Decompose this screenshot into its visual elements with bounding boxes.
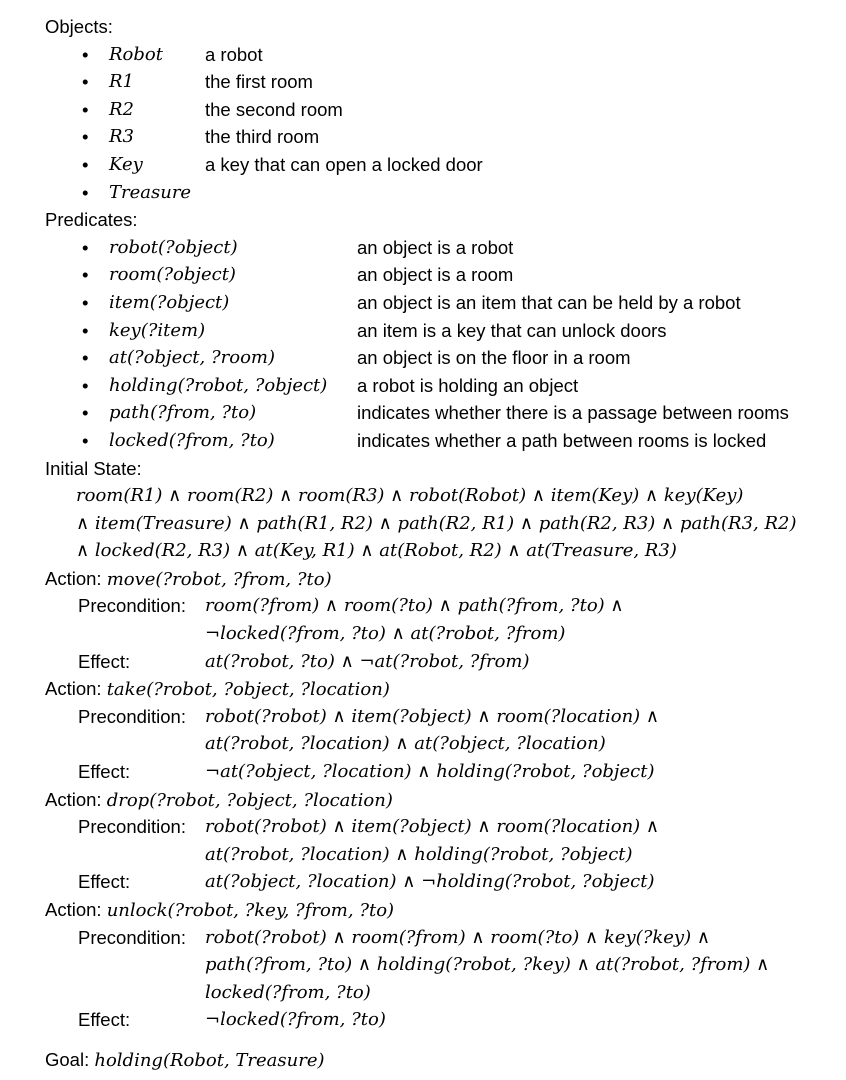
object-item	[45, 179, 840, 207]
predicate-description: a robot is holding an object	[357, 374, 579, 396]
action-signature: take(?robot, ?object, ?location)	[106, 679, 390, 701]
predicate-description: indicates whether a path between rooms is locked	[357, 429, 767, 451]
predicate-description: an item is a key that can unlock doors	[357, 319, 667, 341]
effect-label: Effect:	[78, 650, 131, 672]
predicate-signature: room(?object)	[109, 264, 236, 286]
action-label: Action:	[45, 788, 107, 810]
predicate-signature: key(?item)	[109, 319, 206, 341]
action-heading-move	[45, 565, 840, 593]
object-description: the third room	[205, 126, 320, 148]
object-item	[45, 151, 840, 179]
bullet: •	[82, 43, 89, 65]
predicates-heading: Predicates:	[45, 209, 138, 231]
bullet: •	[82, 319, 89, 341]
predicate-signature: holding(?robot, ?object)	[109, 374, 328, 396]
precondition-expression: locked(?from, ?to)	[205, 981, 371, 1003]
bullet: •	[82, 347, 89, 369]
effect-line	[45, 1006, 840, 1034]
predicate-item	[45, 317, 840, 345]
predicate-item	[45, 344, 840, 372]
precondition-expression: robot(?robot) ∧ item(?object) ∧ room(?location) ∧	[205, 816, 660, 838]
objects-heading: Objects:	[45, 16, 113, 37]
predicate-signature: item(?object)	[109, 291, 230, 313]
bullet: •	[82, 181, 89, 203]
object-description: a key that can open a locked door	[205, 153, 483, 175]
precondition-line	[45, 924, 840, 952]
object-item	[45, 68, 840, 96]
object-name: R1	[109, 71, 135, 93]
precondition-line	[45, 979, 840, 1007]
bullet: •	[82, 264, 89, 286]
precondition-label: Precondition:	[78, 705, 186, 727]
effect-label: Effect:	[78, 761, 131, 783]
object-name: Robot	[109, 43, 163, 65]
action-label: Action:	[45, 899, 107, 920]
object-item	[45, 41, 840, 69]
precondition-line	[45, 951, 840, 979]
precondition-label: Precondition:	[78, 816, 186, 838]
precondition-line	[45, 592, 840, 620]
precondition-line	[45, 813, 840, 841]
predicate-signature: locked(?from, ?to)	[109, 429, 275, 451]
initial-state-heading: Initial State:	[45, 457, 142, 479]
initial-state-line: ∧ item(Treasure) ∧ path(R1, R2) ∧ path(R2, R1) ∧ path(R2, R3) ∧ path(R3, R2)	[76, 512, 797, 534]
precondition-line	[45, 703, 840, 731]
object-description: a robot	[205, 43, 263, 65]
action-heading-unlock	[45, 896, 840, 924]
precondition-expression: at(?robot, ?location) ∧ at(?object, ?location)	[205, 733, 606, 755]
precondition-expression: room(?from) ∧ room(?to) ∧ path(?from, ?to) ∧	[205, 595, 624, 617]
effect-expression: at(?object, ?location) ∧ ¬holding(?robot, ?object)	[205, 871, 655, 893]
bullet: •	[82, 153, 89, 175]
precondition-label: Precondition:	[78, 926, 186, 948]
object-item	[45, 96, 840, 124]
initial-state-line: ∧ locked(R2, R3) ∧ at(Key, R1) ∧ at(Robot, R2) ∧ at(Treasure, R3)	[76, 540, 677, 562]
predicate-signature: at(?object, ?room)	[109, 347, 276, 369]
precondition-line	[45, 841, 840, 869]
predicate-item	[45, 289, 840, 317]
bullet: •	[82, 402, 89, 424]
predicate-description: indicates whether there is a passage between rooms	[357, 402, 789, 424]
spacer	[45, 1034, 840, 1046]
effect-line	[45, 648, 840, 676]
goal-label: Goal:	[45, 1048, 95, 1070]
bullet: •	[82, 374, 89, 396]
object-name: Treasure	[109, 181, 192, 203]
action-label: Action:	[45, 678, 107, 700]
action-signature: unlock(?robot, ?key, ?from, ?to)	[106, 900, 395, 921]
predicate-item	[45, 372, 840, 400]
bullet: •	[82, 126, 89, 148]
object-name: R3	[109, 126, 135, 148]
object-description: the second room	[205, 98, 343, 120]
effect-expression: ¬locked(?from, ?to)	[205, 1009, 386, 1031]
effect-label: Effect:	[78, 871, 131, 893]
goal-line	[45, 1046, 840, 1074]
effect-expression: ¬at(?object, ?location) ∧ holding(?robot, ?object)	[205, 761, 655, 783]
action-label: Action:	[45, 567, 107, 589]
precondition-line	[45, 620, 840, 648]
object-name: R2	[109, 98, 135, 120]
precondition-expression: robot(?robot) ∧ room(?from) ∧ room(?to) ∧ key(?key) ∧	[205, 926, 710, 948]
predicate-signature: robot(?object)	[109, 236, 238, 258]
effect-expression: at(?robot, ?to) ∧ ¬at(?robot, ?from)	[205, 650, 530, 672]
precondition-label: Precondition:	[78, 595, 186, 617]
bullet: •	[82, 429, 89, 451]
predicate-item	[45, 427, 840, 455]
effect-line	[45, 868, 840, 896]
initial-state-line: room(R1) ∧ room(R2) ∧ room(R3) ∧ robot(Robot) ∧ item(Key) ∧ key(Key)	[76, 485, 744, 507]
predicate-item	[45, 399, 840, 427]
predicate-description: an object is on the floor in a room	[357, 347, 631, 369]
precondition-expression: path(?from, ?to) ∧ holding(?robot, ?key) ∧ at(?robot, ?from) ∧	[205, 954, 770, 976]
precondition-expression: robot(?robot) ∧ item(?object) ∧ room(?location) ∧	[205, 705, 660, 727]
predicate-signature: path(?from, ?to)	[109, 402, 257, 424]
precondition-line	[45, 730, 840, 758]
bullet: •	[82, 291, 89, 313]
precondition-expression: at(?robot, ?location) ∧ holding(?robot, ?object)	[205, 843, 633, 865]
effect-label: Effect:	[78, 1009, 131, 1031]
planning-domain-document	[45, 13, 840, 1074]
precondition-expression: ¬locked(?from, ?to) ∧ at(?robot, ?from)	[205, 623, 566, 645]
action-signature: move(?robot, ?from, ?to)	[106, 568, 332, 590]
bullet: •	[82, 236, 89, 258]
object-name: Key	[109, 153, 143, 175]
object-item	[45, 123, 840, 151]
action-signature: drop(?robot, ?object, ?location)	[106, 789, 393, 811]
predicate-description: an object is a robot	[357, 236, 514, 258]
bullet: •	[82, 98, 89, 120]
goal-expression: holding(Robot, Treasure)	[94, 1049, 325, 1071]
action-heading-drop	[45, 786, 840, 814]
effect-line	[45, 758, 840, 786]
predicate-item	[45, 234, 840, 262]
predicate-item	[45, 261, 840, 289]
predicate-description: an object is a room	[357, 264, 514, 286]
object-description: the first room	[205, 71, 313, 93]
action-heading-take	[45, 675, 840, 703]
bullet: •	[82, 71, 89, 93]
predicate-description: an object is an item that can be held by a robot	[357, 291, 741, 313]
